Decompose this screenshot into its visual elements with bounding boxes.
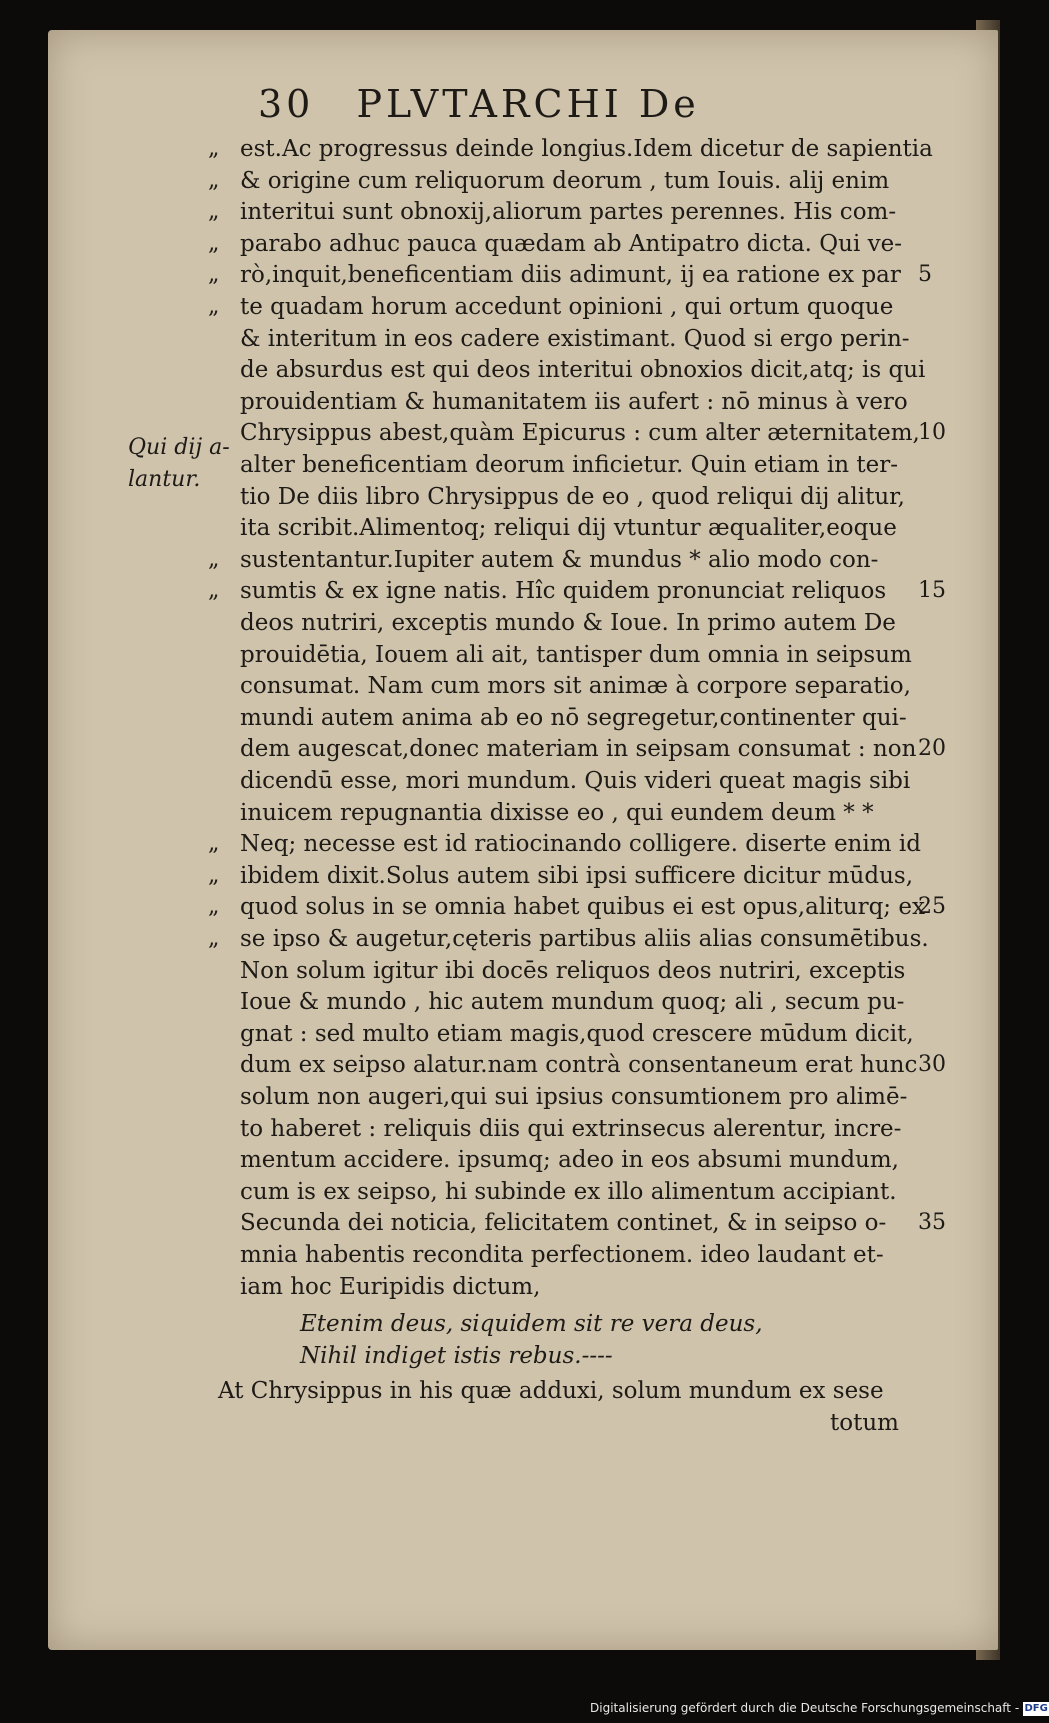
quote-mark: „ (208, 167, 220, 193)
line-number: 5 (918, 262, 932, 288)
line-number: 35 (918, 1210, 946, 1236)
line-number: 30 (918, 1052, 946, 1078)
digitization-credit (590, 1697, 1048, 1719)
text-line: mnia habentis recondita perfectionem. ideo laudant et- (240, 1242, 884, 1268)
text-line: alter beneficentiam deorum inficietur. Quin etiam in ter- (240, 452, 898, 478)
text-line: interitui sunt obnoxij,aliorum partes perennes. His com- (240, 199, 897, 226)
verse-line: Etenim deus, siquidem sit re vera deus, (300, 1311, 763, 1338)
text-line: mundi autem anima ab eo nō segregetur,continenter qui- (240, 704, 907, 731)
text-line: At Chrysippus in his quæ adduxi, solum mundum ex sese (218, 1378, 884, 1405)
text-line: consumat. Nam cum mors sit animæ à corpore separatio, (240, 673, 911, 700)
dfg-logo-icon: DFG (1024, 1702, 1048, 1714)
footer-text: Digitalisierung gefördert durch die Deutsche Forschungsgemeinschaft - (590, 1701, 1020, 1715)
text-line: inuicem repugnantia dixisse eo , qui eundem deum * * (240, 799, 874, 826)
text-line: mentum accidere. ipsumq; adeo in eos absumi mundum, (240, 1147, 899, 1174)
text-line: quod solus in se omnia habet quibus ei est opus,aliturq; ex (240, 894, 925, 921)
line-number: 15 (918, 578, 946, 604)
text-line: solum non augeri,qui sui ipsius consumtionem pro alimē- (240, 1084, 908, 1110)
text-line: te quadam horum accedunt opinioni , qui ortum quoque (240, 294, 894, 320)
text-line: est.Ac progressus deinde longius.Idem dicetur de sapientia (240, 136, 933, 162)
margin-note-line: lantur. (128, 467, 201, 492)
quote-mark: „ (208, 199, 220, 225)
quote-mark: „ (208, 546, 220, 572)
line-number: 20 (918, 736, 946, 762)
text-line: deos nutriri, exceptis mundo & Ioue. In primo autem De (240, 610, 896, 636)
line-number: 10 (918, 420, 946, 446)
text-line: cum is ex seipso, hi subinde ex illo alimentum accipiant. (240, 1178, 897, 1205)
quote-mark: „ (208, 262, 220, 288)
text-line: prouidentiam & humanitatem iis aufert : nō minus à vero (240, 388, 908, 415)
text-line: rò,inquit,beneficentiam diis adimunt, ij ea ratione ex par (240, 262, 901, 289)
text-line: to haberet : reliquis diis qui extrinsecus alerentur, incre- (240, 1115, 902, 1142)
margin-note-line: Qui dij a- (128, 435, 230, 460)
quote-mark: „ (208, 926, 220, 951)
text-line: de absurdus est qui deos interitui obnoxios dicit,atq; is qui (240, 357, 926, 384)
text-line: ibidem dixit.Solus autem sibi ipsi sufficere dicitur mūdus, (240, 862, 914, 889)
text-line: sustentantur.Iupiter autem & mundus * alio modo con- (240, 546, 879, 573)
text-line: dem augescat,donec materiam in seipsam consumat : non (240, 736, 917, 763)
verse-line: Nihil indiget istis rebus.---- (300, 1342, 613, 1369)
text-line: Chrysippus abest,quàm Epicurus : cum alter æternitatem, (240, 420, 920, 447)
text-line: Neq; necesse est id ratiocinando colligere. diserte enim id (240, 831, 921, 858)
text-line: & interitum in eos cadere existimant. Quod si ergo perin- (240, 325, 910, 352)
quote-mark: „ (208, 230, 220, 256)
text-line: se ipso & augetur,cęteris partibus aliis alias consumētibus. (240, 926, 929, 952)
quote-mark: „ (208, 136, 220, 161)
quote-mark: „ (208, 894, 220, 920)
text-line: Secunda dei noticia, felicitatem continet, & in seipso o- (240, 1210, 887, 1237)
text-line: Non solum igitur ibi docēs reliquos deos nutriri, exceptis (240, 957, 906, 984)
text-line: gnat : sed multo etiam magis,quod crescere mūdum dicit, (240, 1020, 914, 1047)
catchword: totum (830, 1410, 899, 1436)
text-line: dicendū esse, mori mundum. Quis videri queat magis sibi (240, 768, 911, 794)
text-line: & origine cum reliquorum deorum , tum Iouis. alij enim (240, 167, 890, 194)
text-line: parabo adhuc pauca quædam ab Antipatro dicta. Qui ve- (240, 230, 902, 257)
text-line: prouidētia, Iouem ali ait, tantisper dum omnia in seipsum (240, 641, 912, 668)
line-number: 25 (918, 894, 946, 920)
quote-mark: „ (208, 831, 220, 857)
text-line: iam hoc Euripidis dictum, (240, 1273, 541, 1300)
quote-mark: „ (208, 578, 220, 604)
text-line: sumtis & ex igne natis. Hîc quidem pronunciat reliquos (240, 578, 887, 605)
quote-mark: „ (208, 862, 220, 888)
page-number: 30 (258, 82, 315, 126)
text-line: dum ex seipso alatur.nam contrà consentaneum erat hunc (240, 1052, 918, 1079)
text-line: tio De diis libro Chrysippus de eo , quod reliqui dij alitur, (240, 483, 905, 510)
text-line: ita scribit.Alimentoq; reliqui dij vtuntur æqualiter,eoque (240, 515, 897, 542)
text-line: Ioue & mundo , hic autem mundum quoq; ali , secum pu- (240, 989, 905, 1016)
quote-mark: „ (208, 294, 220, 319)
running-title: PLVTARCHI De (356, 82, 700, 126)
